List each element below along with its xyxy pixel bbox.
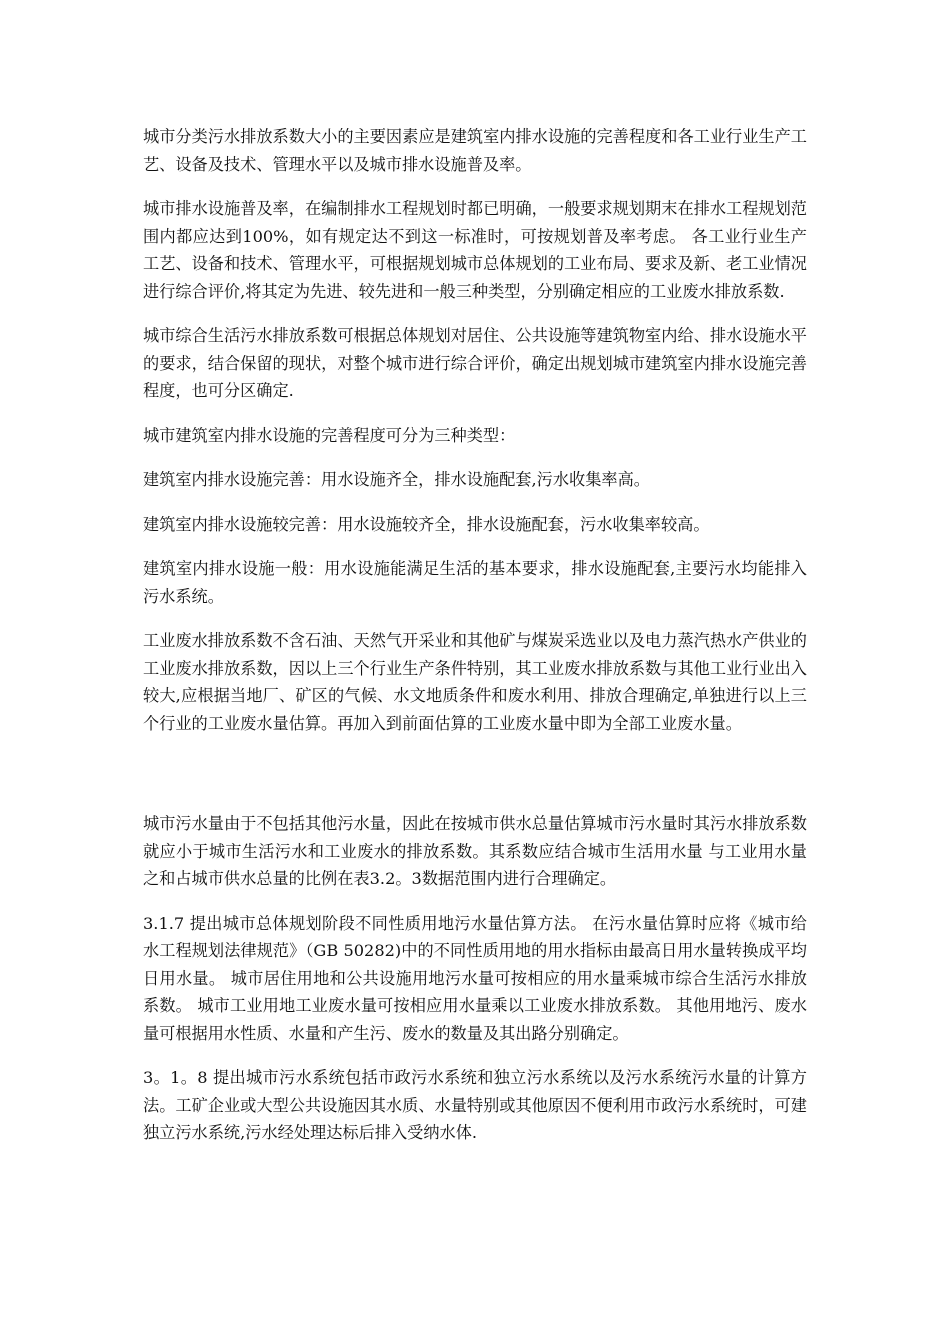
- document-page: [143, 123, 807, 1147]
- paragraph-urban-sewage-volume: 城市污水量由于不包括其他污水量，因此在按城市供水总量估算城市污水量时其污水排放系数就应小于城市生活污水和工业废水的排放系数。其系数应结合城市生活用水量 与工业用水量之和占城市供水总量的比例在表3.2。3数据范围内进行合理确定。: [143, 814, 807, 888]
- paragraph-section-3-1-7: 3.1.7 提出城市总体规划阶段不同性质用地污水量估算方法。 在污水量估算时应将《城市给水工程规划法律规范》（GB 50282)中的不同性质用地的用水指标由最高日用水量转换成平均日用水量。 城市居住用地和公共设施用地污水量可按相应的用水量乘城市综合生活污水排放系数。 城市工业用地工业废水量可按相应用水量乘以工业废水排放系数。 其他用地污、废水量可根据用水性质、水量和产生污、废水的数量及其出路分别确定。: [143, 913, 807, 1043]
- paragraph-industrial-wastewater: 工业废水排放系数不含石油、天然气开采业和其他矿与煤炭采选业以及电力蒸汽热水产供业的工业废水排放系数，因以上三个行业生产条件特别，其工业废水排放系数与其他工业行业出入较大,应根据当地厂、矿区的气候、水文地质条件和废水利用、排放合理确定,单独进行以上三个行业的工业废水量估算。再加入到前面估算的工业废水量中即为全部工业废水量。: [143, 631, 807, 733]
- paragraph-type-complete: 建筑室内排水设施完善：用水设施齐全，排水设施配套,污水收集率高。: [143, 470, 650, 489]
- paragraph-type-general: 建筑室内排水设施一般：用水设施能满足生活的基本要求，排水设施配套,主要污水均能排入污水系统。: [143, 559, 807, 606]
- paragraph-type-fairly-complete: 建筑室内排水设施较完善：用水设施较齐全，排水设施配套，污水收集率较高。: [143, 514, 710, 534]
- paragraph-influence-factors: 城市分类污水排放系数大小的主要因素应是建筑室内排水设施的完善程度和各工业行业生产工艺、设备及技术、管理水平以及城市排水设施普及率。: [143, 127, 807, 174]
- paragraph-section-3-1-8: 3。1。8 提出城市污水系统包括市政污水系统和独立污水系统以及污水系统污水量的计算方法。工矿企业或大型公共设施因其水质、水量特别或其他原因不便利用市政污水系统时，可建独立污水系统,污水经处理达标后排入受纳水体.: [143, 1068, 807, 1142]
- paragraph-drainage-coverage: 城市排水设施普及率，在编制排水工程规划时都已明确，一般要求规划期末在排水工程规划范围内都应达到100%，如有规定达不到这一标准时，可按规划普及率考虑。 各工业行业生产工艺、设备和技术、管理水平，可根据规划城市总体规划的工业布局、要求及新、老工业情况进行综合评价,将其定为先进、较先进和一般三种类型，分别确定相应的工业废水排放系数.: [143, 199, 807, 301]
- paragraph-three-types-intro: 城市建筑室内排水设施的完善程度可分为三种类型：: [143, 425, 516, 445]
- paragraph-domestic-sewage-coefficient: 城市综合生活污水排放系数可根据总体规划对居住、公共设施等建筑物室内给、排水设施水平的要求，结合保留的现状，对整个城市进行综合评价，确定出规划城市建筑室内排水设施完善程度，也可分区确定.: [143, 326, 807, 400]
